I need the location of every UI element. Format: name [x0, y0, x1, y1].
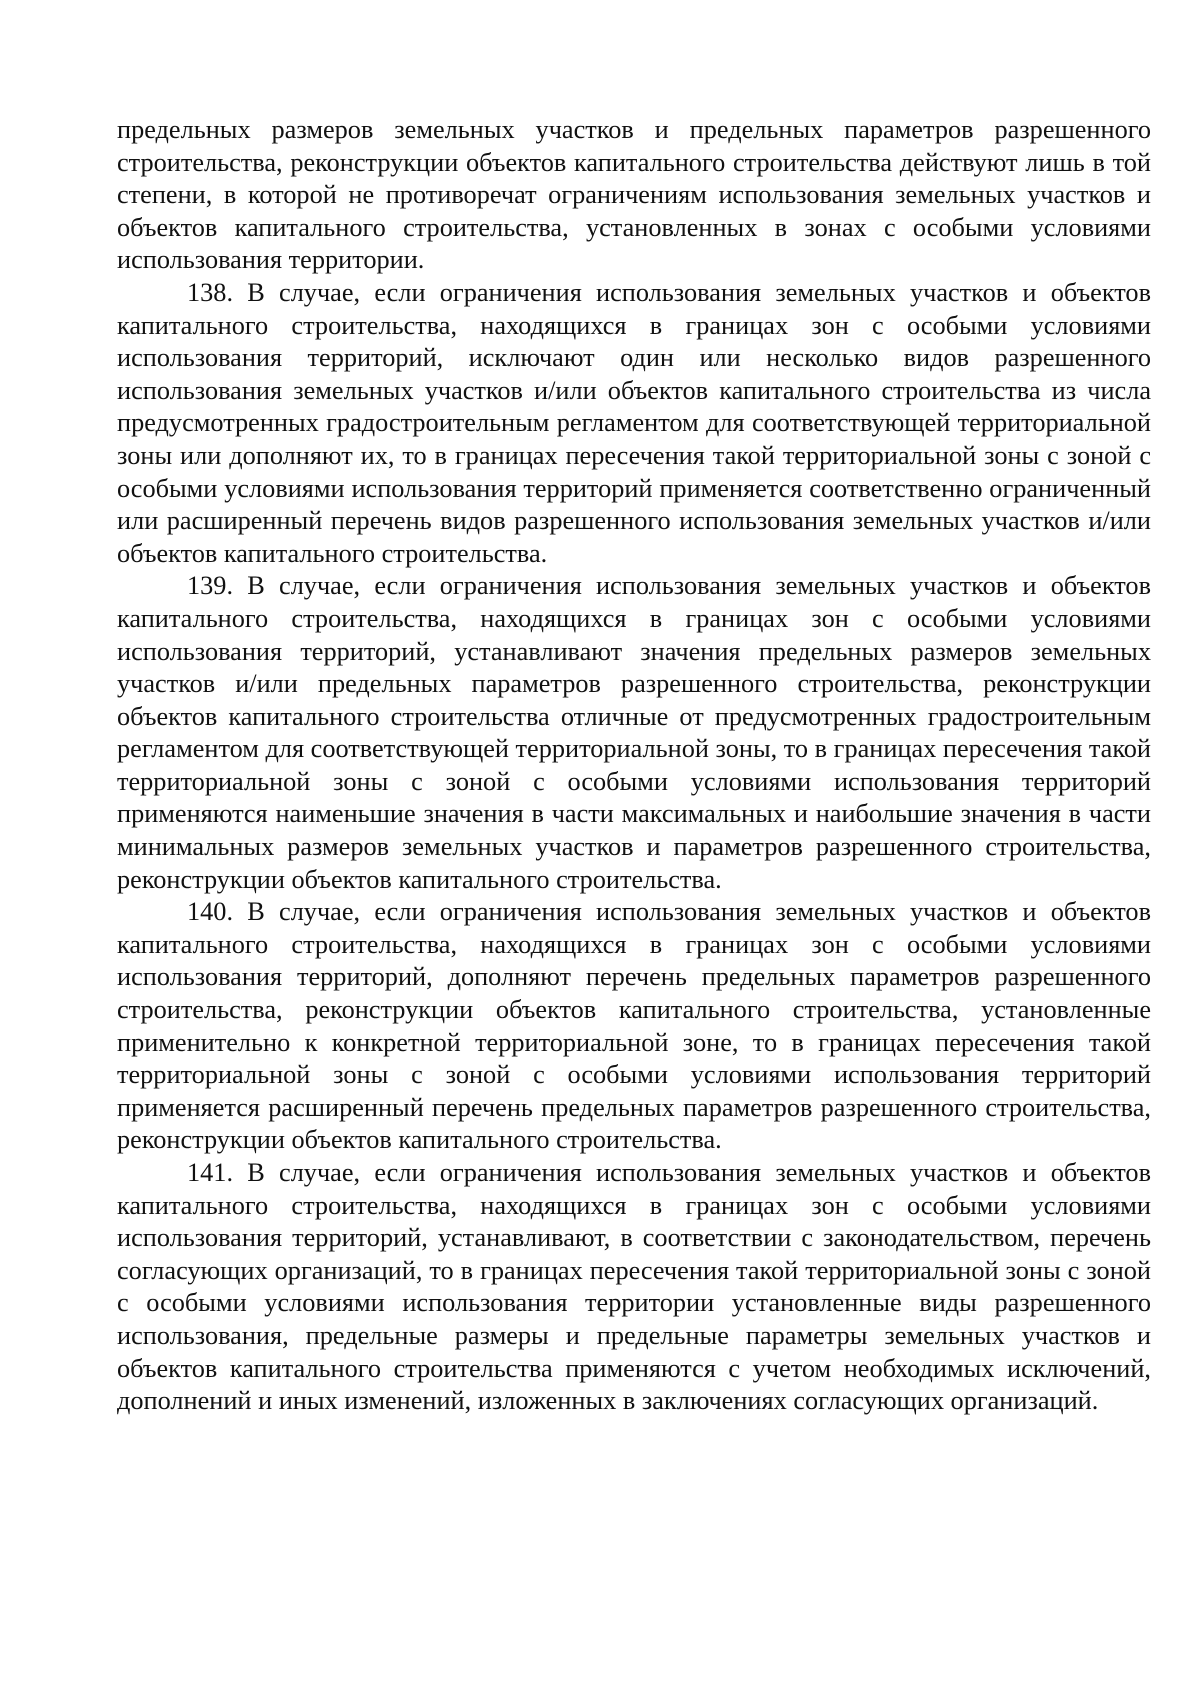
paragraph-item-139: 139. В случае, если ограничения использования земельных участков и объектов капитального строительства, находящихся в границах зон с особыми условиями использования территорий, устанавливают значения предельных размеров земельных участков и/или предельных параметров разрешенного строительства, реконструкции объектов капитального строительства отличные от предусмотренных градостроительным регламентом для соответствующей территориальной зоны, то в границах пересечения такой территориальной зоны с зоной с особыми условиями использования территорий применяются наименьшие значения в части максимальных и наибольшие значения в части минимальных размеров земельных участков и параметров разрешенного строительства, реконструкции объектов капитального строительства.	[117, 571, 1151, 894]
document-body	[117, 114, 1151, 1418]
paragraph-item-141: 141. В случае, если ограничения использования земельных участков и объектов капитального строительства, находящихся в границах зон с особыми условиями использования территорий, устанавливают, в соответствии с законодательством, перечень согласующих организаций, то в границах пересечения такой территориальной зоны с зоной с особыми условиями использования территории установленные виды разрешенного использования, предельные размеры и предельные параметры земельных участков и объектов капитального строительства применяются с учетом необходимых исключений, дополнений и иных изменений, изложенных в заключениях согласующих организаций.	[117, 1158, 1151, 1416]
paragraph-item-138: 138. В случае, если ограничения использования земельных участков и объектов капитального строительства, находящихся в границах зон с особыми условиями использования территорий, исключают один или несколько видов разрешенного использования земельных участков и/или объектов капитального строительства из числа предусмотренных градостроительным регламентом для соответствующей территориальной зоны или дополняют их, то в границах пересечения такой территориальной зоны с зоной с особыми условиями использования территорий применяется соответственно ограниченный или расширенный перечень видов разрешенного использования земельных участков и/или объектов капитального строительства.	[117, 277, 1151, 568]
paragraph-continuation: предельных размеров земельных участков и предельных параметров разрешенного строительства, реконструкции объектов капитального строительства действуют лишь в той степени, в которой не противоречат ограничениям использования земельных участков и объектов капитального строительства, установленных в зонах с особыми условиями использования территории.	[117, 115, 1151, 275]
paragraph-item-140: 140. В случае, если ограничения использования земельных участков и объектов капитального строительства, находящихся в границах зон с особыми условиями использования территорий, дополняют перечень предельных параметров разрешенного строительства, реконструкции объектов капитального строительства, установленные применительно к конкретной территориальной зоне, то в границах пересечения такой территориальной зоны с зоной с особыми условиями использования территорий применяется расширенный перечень предельных параметров разрешенного строительства, реконструкции объектов капитального строительства.	[117, 897, 1151, 1155]
